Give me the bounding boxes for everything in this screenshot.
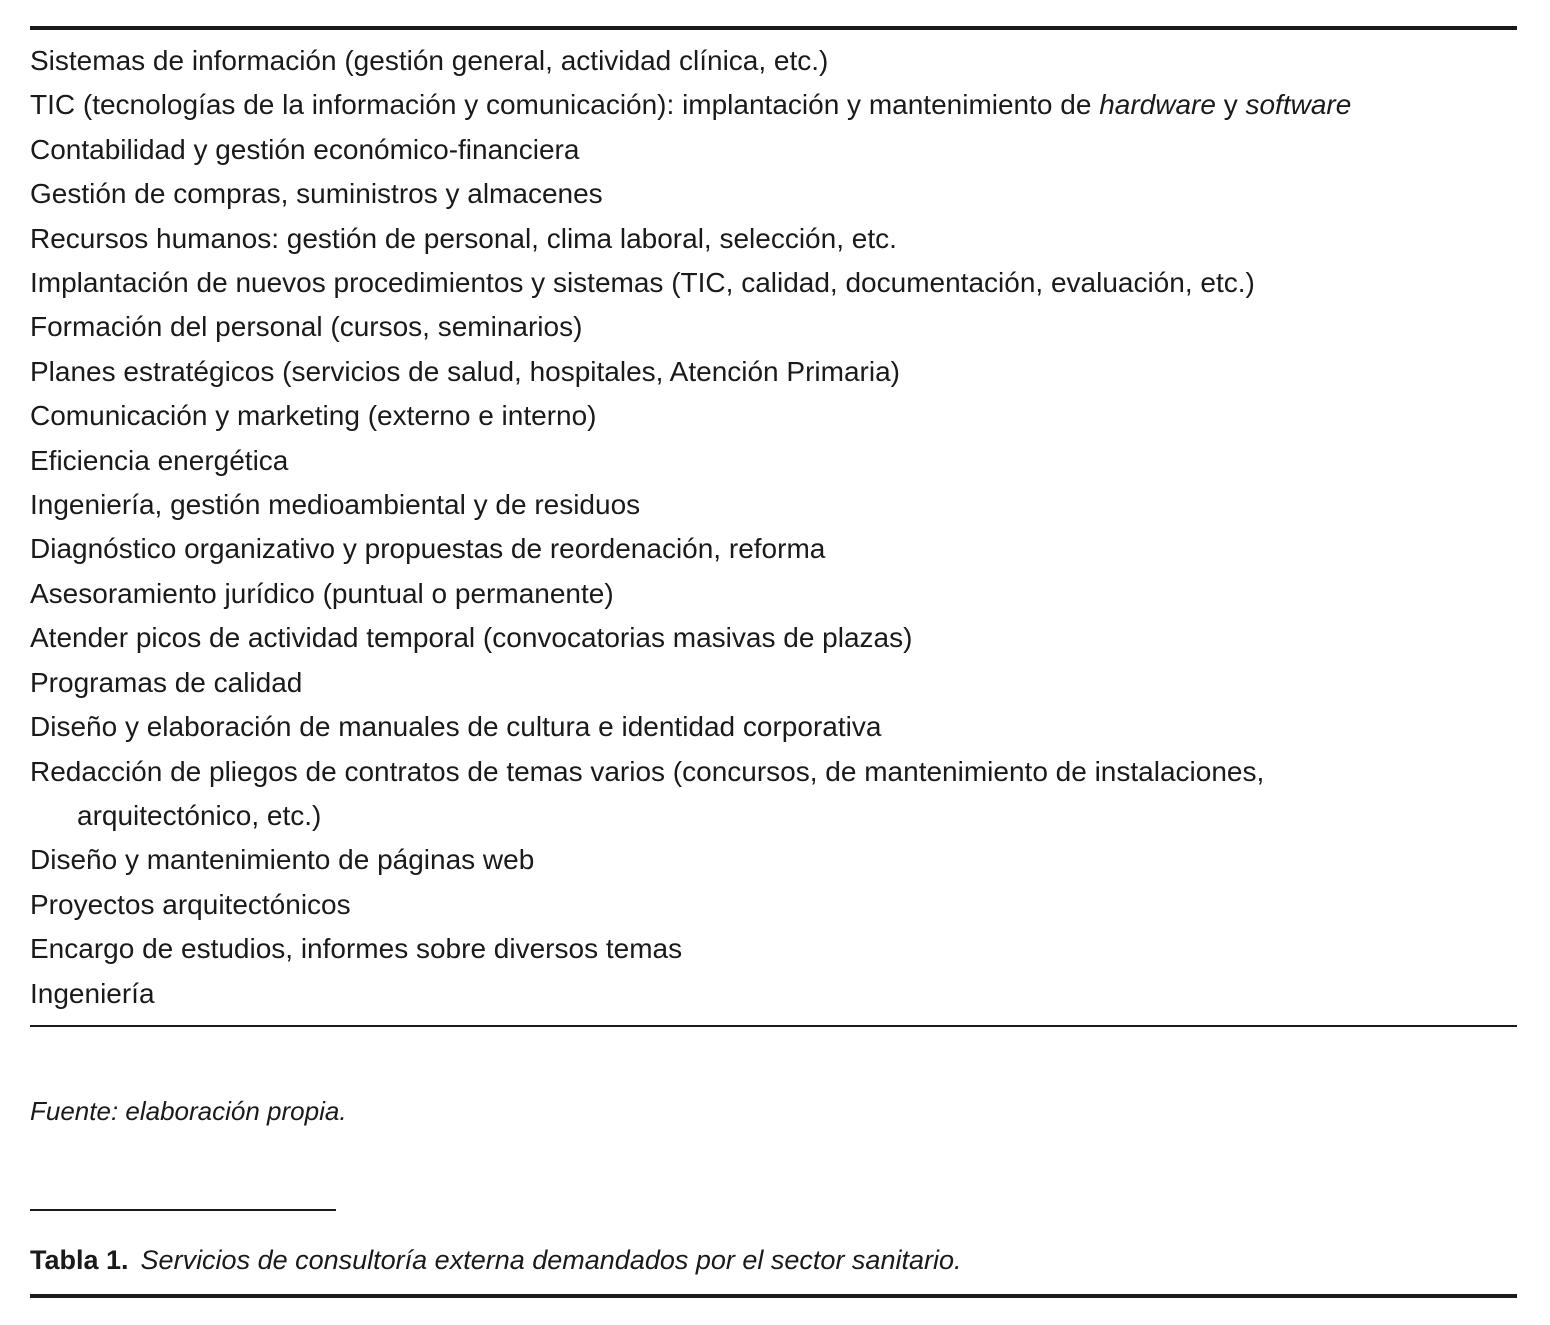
list-item (30, 128, 1510, 172)
list-item (30, 261, 1510, 305)
item-continuation: arquitectónico, etc.) (77, 799, 322, 831)
list-item (30, 572, 1510, 616)
item-emphasis: software (1245, 89, 1352, 121)
caption-bottom-rule (30, 1294, 1517, 1298)
list-item (30, 172, 1510, 216)
services-list (30, 39, 1510, 1016)
list-item (30, 616, 1510, 660)
list-item (30, 217, 1510, 261)
list-item (30, 439, 1510, 483)
item-text: Eficiencia energética (30, 444, 289, 476)
item-text: Recursos humanos: gestión de personal, clima laboral, selección, etc. (30, 222, 897, 254)
item-text: Asesoramiento jurídico (puntual o permanente) (30, 577, 614, 609)
list-item (30, 661, 1510, 705)
list-item (30, 305, 1510, 349)
list-item (30, 883, 1510, 927)
item-text: y (1215, 89, 1246, 121)
item-text: Proyectos arquitectónicos (30, 888, 351, 920)
caption-text: Servicios de consultoría externa demandados por el sector sanitario. (140, 1245, 962, 1275)
item-text: TIC (tecnologías de la información y comunicación): implantación y mantenimiento de (30, 89, 1100, 121)
list-item (30, 483, 1510, 527)
item-text: Ingeniería (30, 977, 155, 1009)
item-text: Formación del personal (cursos, seminarios) (30, 311, 583, 343)
item-text: Diseño y elaboración de manuales de cultura e identidad corporativa (30, 711, 882, 743)
list-item (30, 350, 1510, 394)
item-text: Programas de calidad (30, 666, 303, 698)
item-text: Planes estratégicos (servicios de salud, hospitales, Atención Primaria) (30, 355, 900, 387)
item-text: Encargo de estudios, informes sobre diversos temas (30, 933, 683, 965)
item-text: Gestión de compras, suministros y almacenes (30, 178, 603, 210)
caption-label: Tabla 1. (30, 1245, 129, 1275)
item-text: Implantación de nuevos procedimientos y sistemas (TIC, calidad, documentación, evaluación, etc.) (30, 267, 1255, 299)
list-item (30, 972, 1510, 1016)
list-item (30, 527, 1510, 571)
item-text: Ingeniería, gestión medioambiental y de residuos (30, 489, 641, 521)
table-source-note: Fuente: elaboración propia. (30, 1096, 347, 1126)
caption-separator (30, 1209, 336, 1211)
list-item (30, 927, 1510, 971)
item-text: Contabilidad y gestión económico-financiera (30, 133, 580, 165)
item-emphasis: hardware (1099, 89, 1216, 121)
list-item (30, 83, 1510, 127)
list-item (30, 705, 1510, 749)
list-item (30, 39, 1510, 83)
table-caption (30, 1240, 962, 1280)
item-text: Redacción de pliegos de contratos de temas varios (concursos, de mantenimiento de instalaciones, (30, 755, 1265, 787)
item-text: Diagnóstico organizativo y propuestas de reordenación, reforma (30, 533, 826, 565)
table-top-rule (30, 26, 1517, 30)
item-text: Diseño y mantenimiento de páginas web (30, 844, 535, 876)
item-text: Sistemas de información (gestión general, actividad clínica, etc.) (30, 45, 829, 76)
list-item (30, 394, 1510, 438)
list-item (30, 838, 1510, 882)
item-text: Atender picos de actividad temporal (convocatorias masivas de plazas) (30, 622, 913, 654)
item-text: Comunicación y marketing (externo e interno) (30, 400, 597, 432)
table-bottom-rule (30, 1025, 1517, 1027)
list-item (30, 750, 1510, 839)
